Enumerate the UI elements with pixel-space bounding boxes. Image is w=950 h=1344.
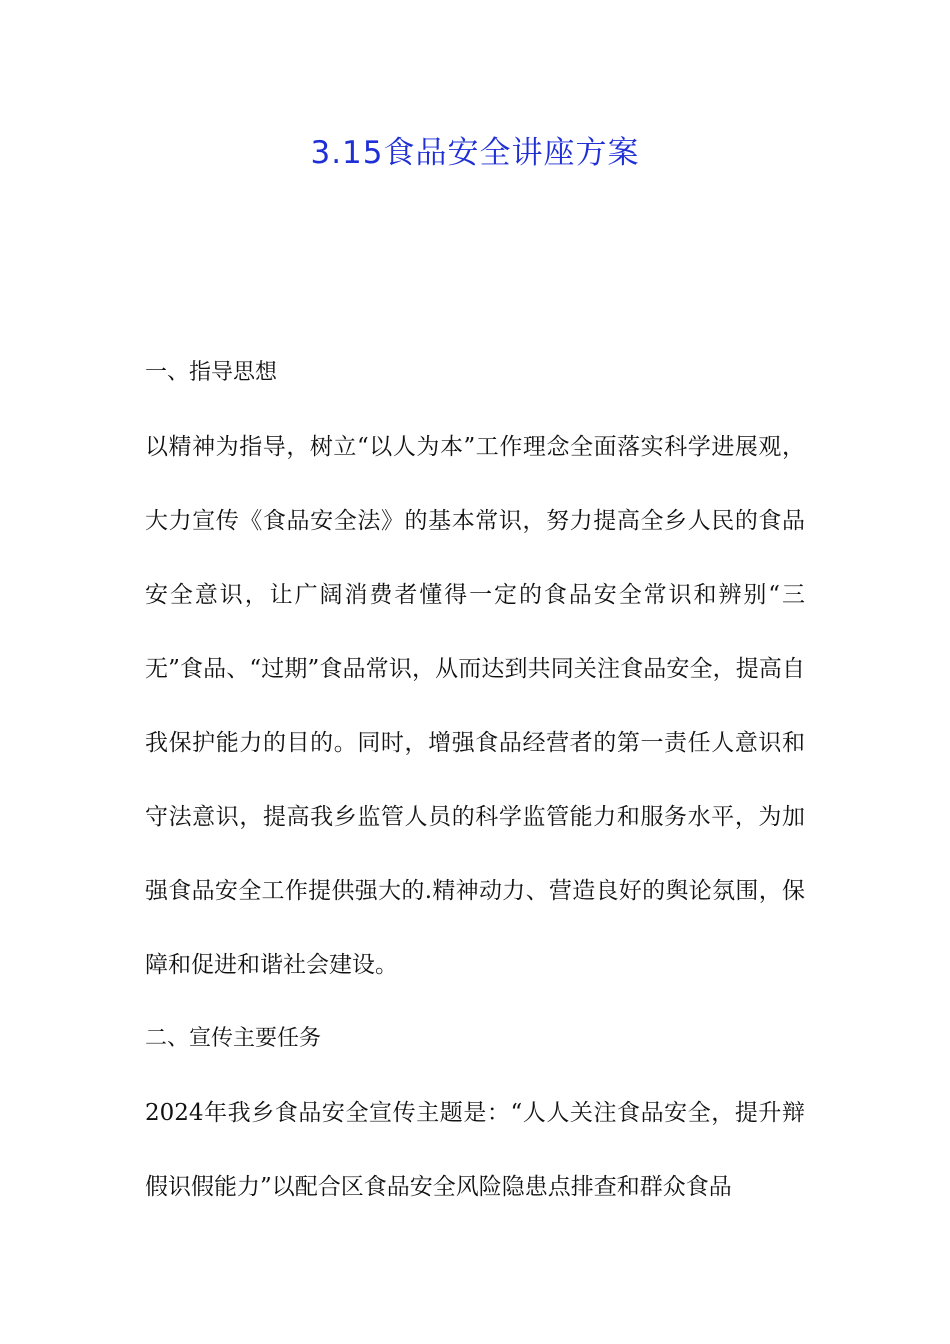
section-publicity-tasks xyxy=(145,1002,805,1224)
section-heading: 二、宣传主要任务 xyxy=(145,1026,322,1051)
document-title: 3.15食品安全讲座方案 xyxy=(310,135,640,171)
section-guiding-ideology xyxy=(145,336,805,1002)
section-paragraph: 以精神为指导，树立“以人为本”工作理念全面落实科学进展观，大力宣传《食品安全法》的基本常识，努力提高全乡人民的食品安全意识，让广阔消费者懂得一定的食品安全常识和辨别“三无”食品、“过期”食品常识，从而达到共同关注食品安全，提高自我保护能力的目的。同时，增强食品经营者的第一责任人意识和守法意识，提高我乡监管人员的科学监管能力和服务水平，为加强食品安全工作提供强大的.精神动力、营造良好的舆论氛围，保障和促进和谐社会建设。 xyxy=(145,434,805,978)
section-paragraph: 2024年我乡食品安全宣传主题是：“人人关注食品安全，提升辩假识假能力”以配合区食品安全风险隐患点排查和群众食品 xyxy=(145,1100,805,1200)
section-heading: 一、指导思想 xyxy=(145,360,278,385)
document-body xyxy=(145,336,805,1224)
